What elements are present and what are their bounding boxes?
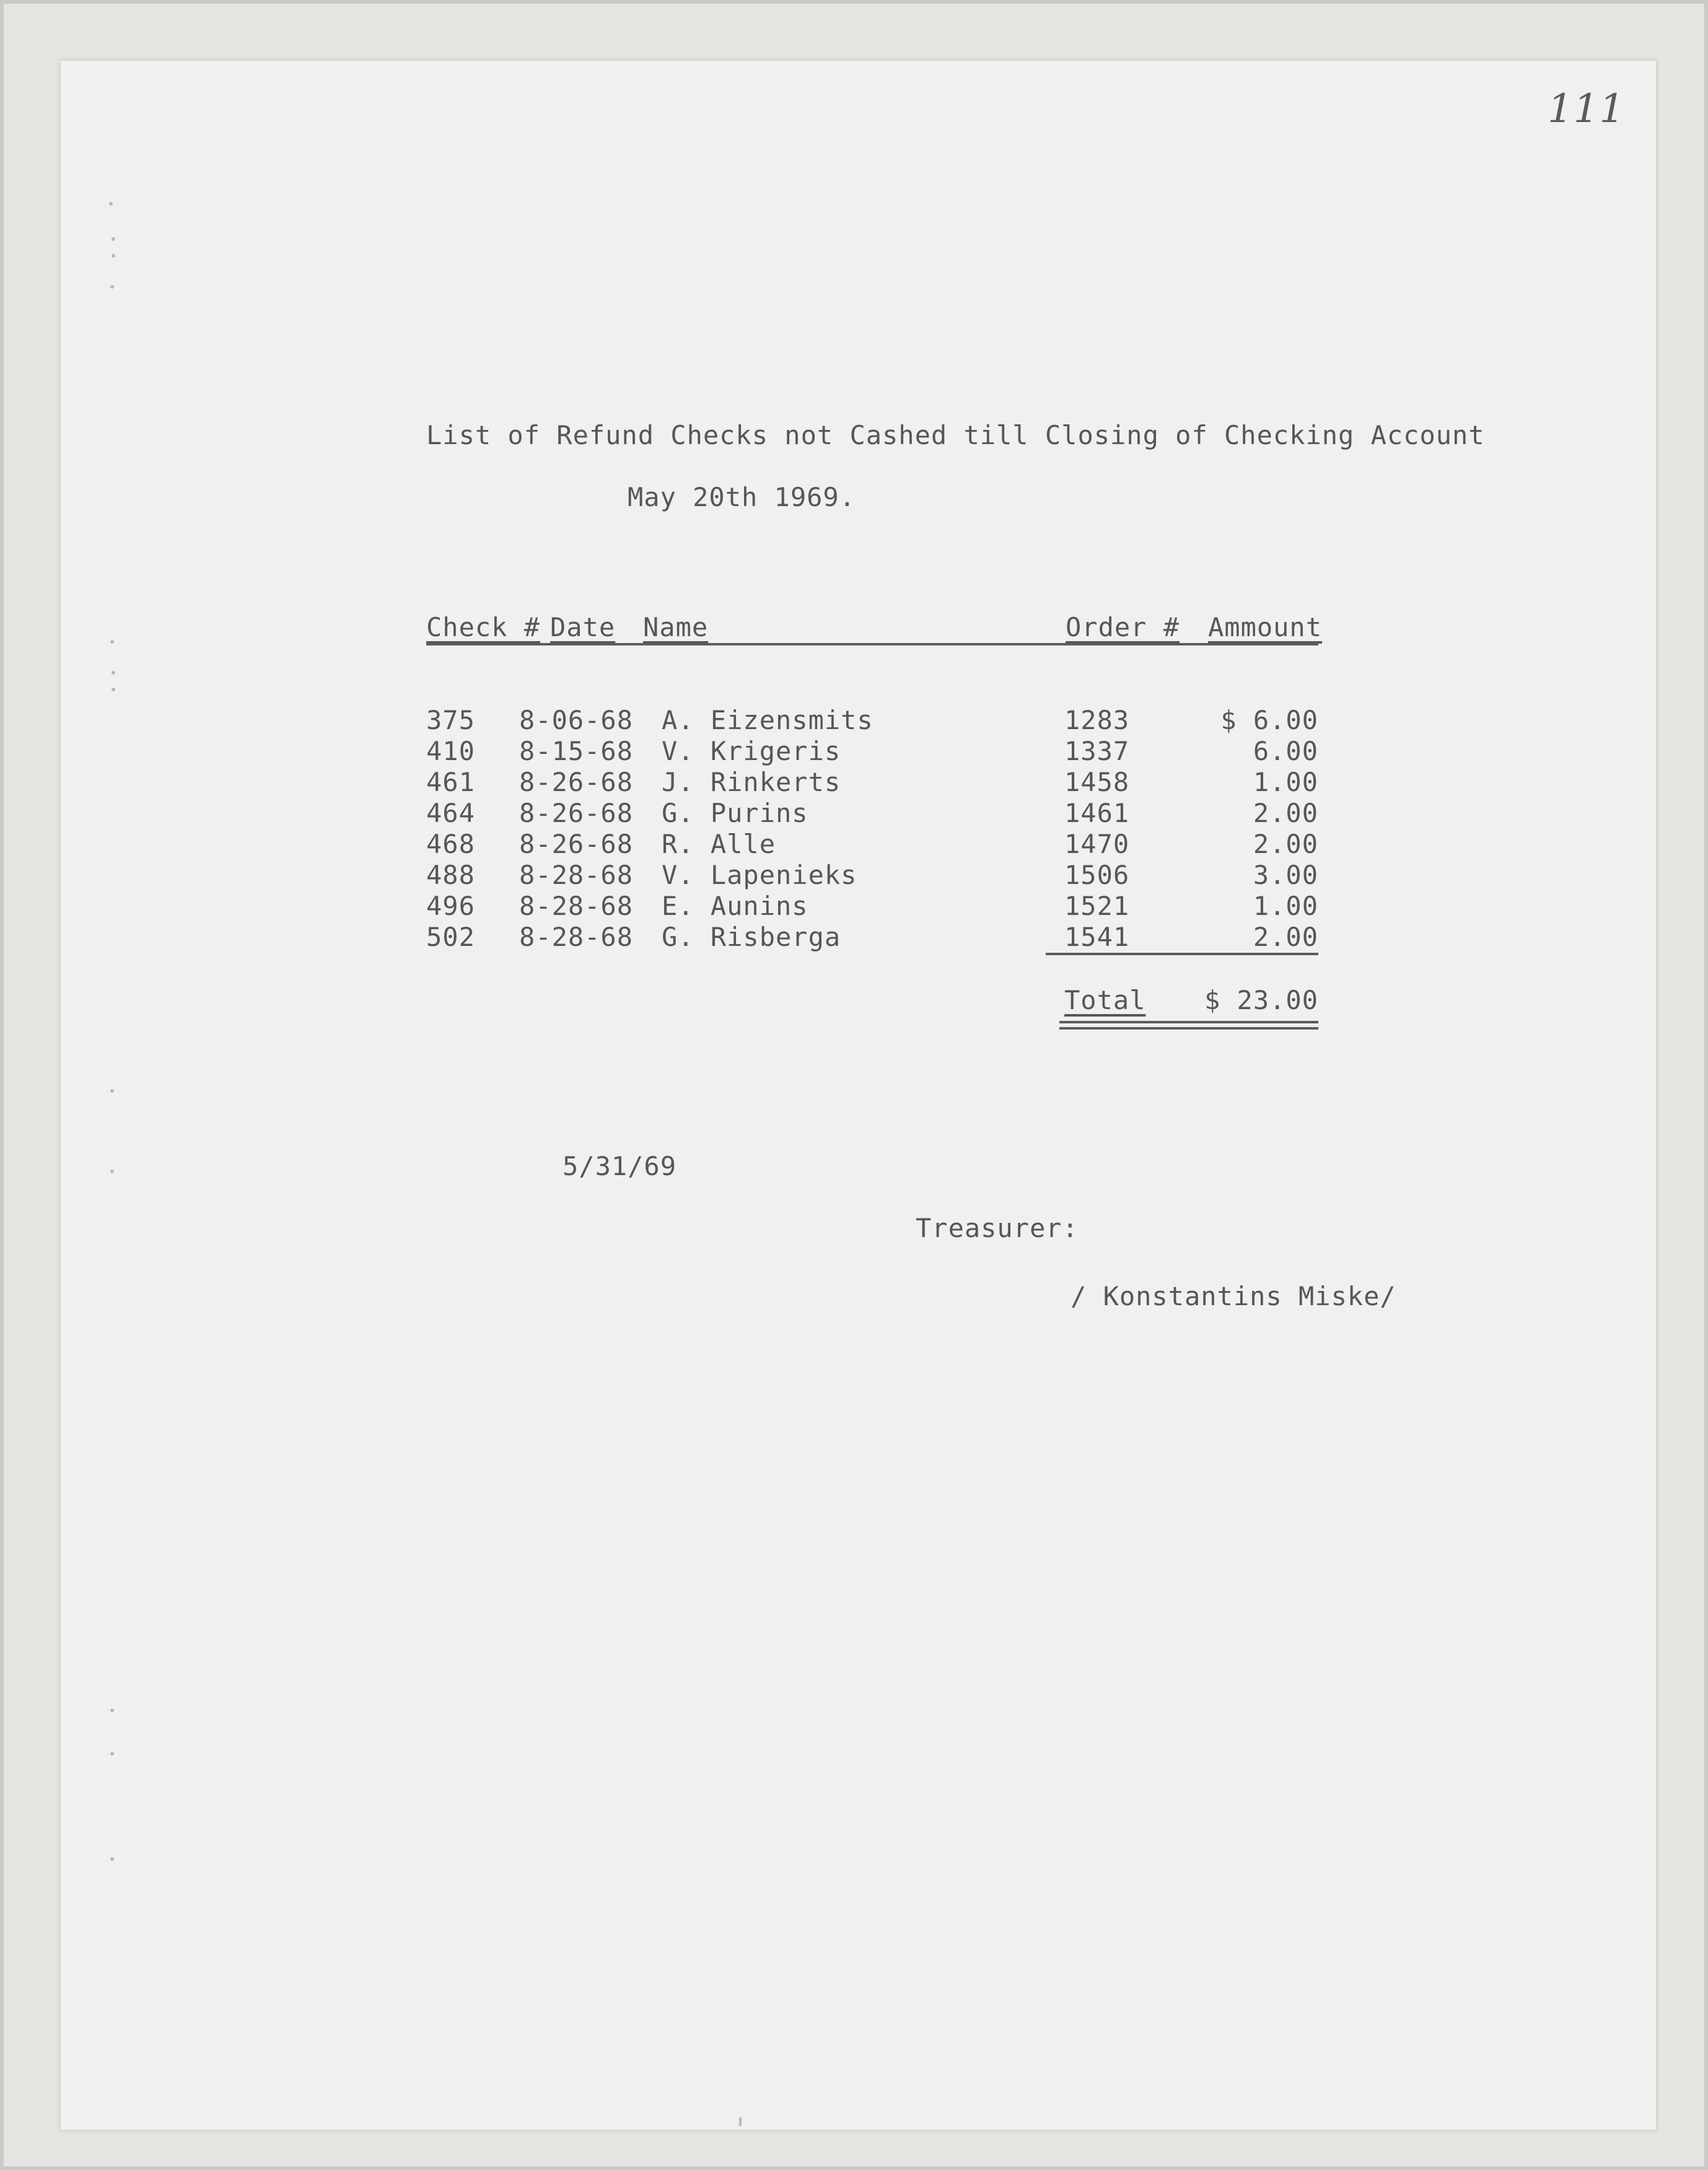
header-name: Name: [643, 612, 709, 642]
cell-date: 8-26-68: [519, 767, 634, 797]
cell-order: 1458: [1064, 767, 1130, 797]
cell-order: 1283: [1064, 705, 1130, 735]
punch-mark: [110, 640, 114, 644]
punch-mark: [112, 688, 115, 691]
cell-date: 8-06-68: [519, 705, 634, 735]
cell-check: 464: [426, 798, 475, 828]
subtotal-rule: [1046, 953, 1318, 955]
header-amount: Ammount: [1208, 612, 1323, 642]
header-date: Date: [550, 612, 616, 642]
punch-mark: [110, 285, 114, 289]
page-number: 111: [1548, 86, 1626, 132]
cell-order: 1461: [1064, 798, 1130, 828]
cell-amount: 3.00: [1253, 860, 1318, 890]
cell-amount: 2.00: [1253, 829, 1318, 859]
cell-order: 1541: [1064, 922, 1130, 952]
punch-mark: [110, 1857, 114, 1861]
cell-order: 1470: [1064, 829, 1130, 859]
signed-date: 5/31/69: [563, 1151, 677, 1181]
cell-amount: 1.00: [1253, 767, 1318, 797]
cell-date: 8-26-68: [519, 829, 634, 859]
punch-mark: [110, 1708, 114, 1712]
cell-check: 502: [426, 922, 475, 952]
cell-date: 8-28-68: [519, 891, 634, 921]
punch-mark: [112, 254, 115, 258]
cell-check: 461: [426, 767, 475, 797]
cell-name: V. Krigeris: [662, 736, 841, 766]
edge-mark: [739, 2117, 742, 2126]
total-label: Total: [1064, 985, 1146, 1015]
punch-mark: [109, 202, 113, 206]
cell-order: 1337: [1064, 736, 1130, 766]
cell-name: G. Risberga: [662, 922, 841, 952]
cell-name: V. Lapenieks: [662, 860, 857, 890]
cell-date: 8-26-68: [519, 798, 634, 828]
cell-name: E. Aunins: [662, 891, 808, 921]
cell-order: 1521: [1064, 891, 1130, 921]
cell-amount: 6.00: [1253, 736, 1318, 766]
punch-mark: [112, 671, 115, 675]
document-page: [61, 61, 1656, 2130]
total-value: $ 23.00: [1204, 985, 1318, 1015]
header-underline: [426, 643, 1318, 645]
treasurer-label: Treasurer:: [916, 1213, 1079, 1243]
total-double-rule-top: [1059, 1021, 1318, 1023]
punch-mark: [110, 1089, 114, 1093]
total-double-rule-bottom: [1059, 1027, 1318, 1030]
cell-amount: 2.00: [1253, 798, 1318, 828]
cell-order: 1506: [1064, 860, 1130, 890]
cell-name: G. Purins: [662, 798, 808, 828]
header-check: Check #: [426, 612, 541, 642]
cell-name: J. Rinkerts: [662, 767, 841, 797]
punch-mark: [112, 237, 115, 241]
cell-date: 8-15-68: [519, 736, 634, 766]
document-title: List of Refund Checks not Cashed till Closing of Checking Account: [426, 420, 1485, 450]
punch-mark: [110, 1752, 114, 1756]
header-order: Order #: [1066, 612, 1180, 642]
cell-date: 8-28-68: [519, 922, 634, 952]
cell-amount: $ 6.00: [1220, 705, 1318, 735]
punch-mark: [110, 1170, 114, 1173]
document-date: May 20th 1969.: [628, 482, 856, 512]
cell-check: 496: [426, 891, 475, 921]
cell-date: 8-28-68: [519, 860, 634, 890]
cell-check: 375: [426, 705, 475, 735]
cell-amount: 1.00: [1253, 891, 1318, 921]
cell-check: 468: [426, 829, 475, 859]
cell-amount: 2.00: [1253, 922, 1318, 952]
cell-check: 410: [426, 736, 475, 766]
cell-name: A. Eizensmits: [662, 705, 874, 735]
cell-name: R. Alle: [662, 829, 776, 859]
treasurer-signature: / Konstantins Miske/: [1071, 1281, 1396, 1311]
cell-check: 488: [426, 860, 475, 890]
